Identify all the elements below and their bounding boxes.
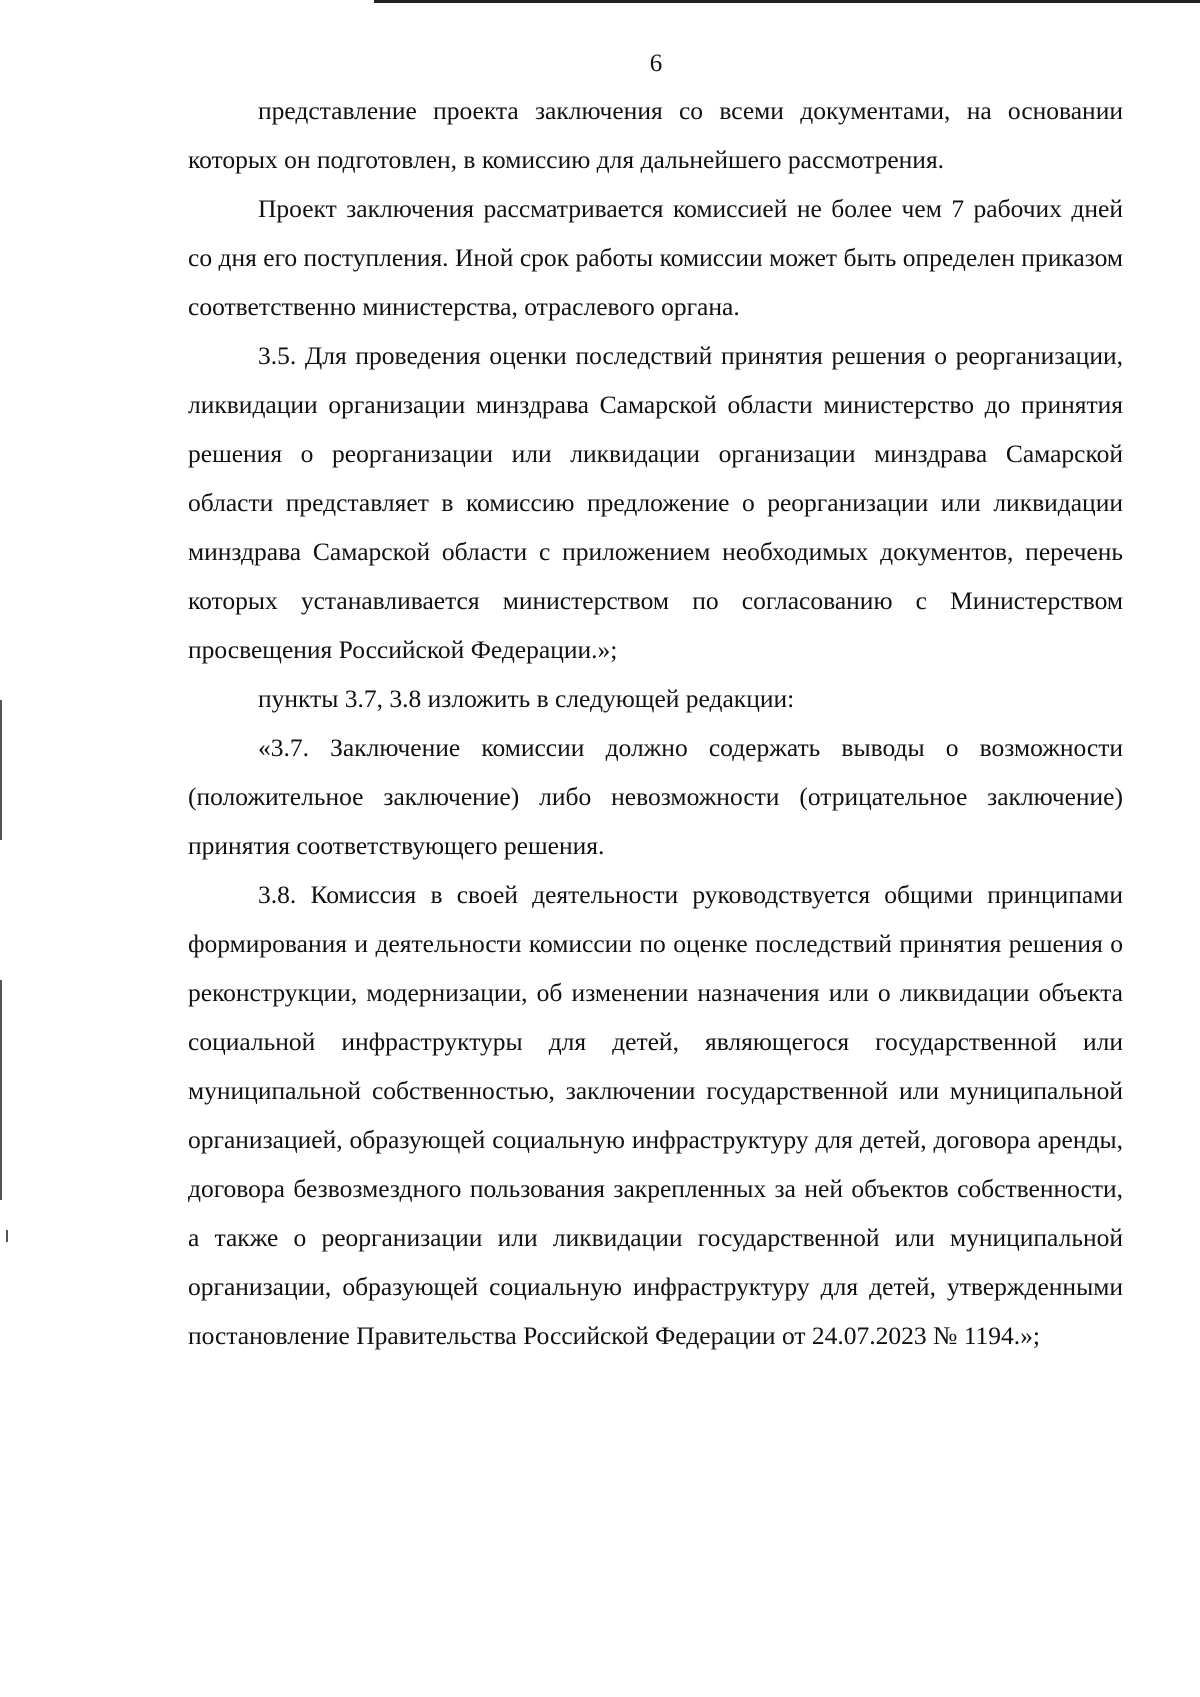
paragraph-2: Проект заключения рассматривается комиссией не более чем 7 рабочих дней со дня его поступления. Иной срок работы комиссии может быть определен приказом соответственно министерства, отраслевого органа. [188,194,1123,321]
paragraph-6: 3.8. Комиссия в своей деятельности руководствуется общими принципами формирования и деятельности комиссии по оценке последствий принятия решения о реконструкции, модернизации, об изменении назначения или о ликвидации объекта социальной инфраструктуры для детей, являющегося государственной или муниципальной собственностью, заключении государственной или муниципальной организацией, образующей социальную инфраструктуру для детей, договора аренды, договора безвозмездного пользования закрепленных за ней объектов собственности, а также о реорганизации или ликвидации государственной или муниципальной организации, образующей социальную инфраструктуру для детей, утвержденными постановление Правительства Российской Федерации от 24.07.2023 № 1194.»; [188,880,1123,1350]
paragraph-3: 3.5. Для проведения оценки последствий принятия решения о реорганизации, ликвидации организации минздрава Самарской области министерство до принятия решения о реорганизации или ликвидации организации минздрава Самарской области представляет в комиссию предложение о реорганизации или ликвидации минздрава Самарской области с приложением необходимых документов, перечень которых устанавливается министерством по согласованию с Министерством просвещения Российской Федерации.»; [188,341,1123,664]
scan-edge-mark [0,700,2,840]
paragraph-5: «3.7. Заключение комиссии должно содержать выводы о возможности (положительное заключение) либо невозможности (отрицательное заключение) принятия соответствующего решения. [188,733,1123,860]
paragraph-1: представление проекта заключения со всеми документами, на основании которых он подготовлен, в комиссию для дальнейшего рассмотрения. [188,96,1123,174]
scan-edge-mark [6,1230,8,1242]
top-border-line [374,0,1200,3]
page-number: 6 [649,50,663,77]
paragraph-4: пункты 3.7, 3.8 изложить в следующей редакции: [258,684,795,713]
scan-edge-mark [0,980,2,1200]
document-body [188,86,1123,1360]
